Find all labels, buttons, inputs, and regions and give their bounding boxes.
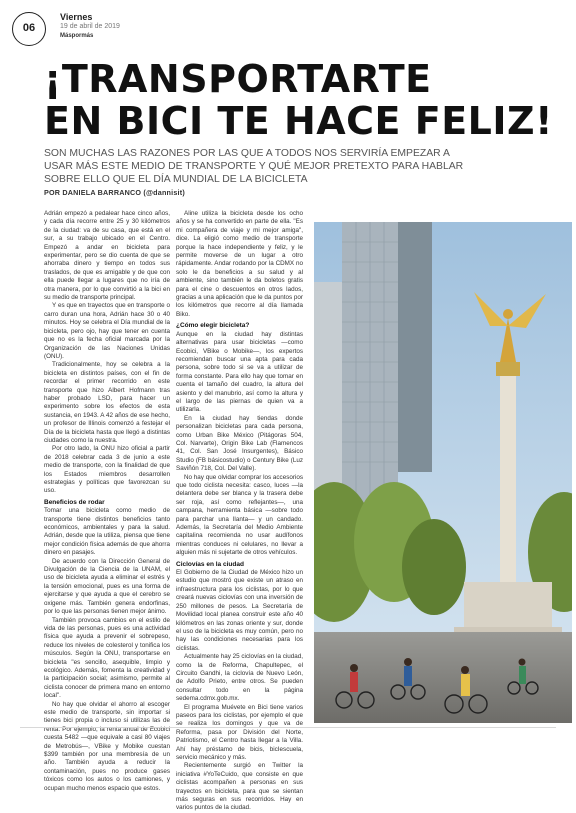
header-section: Máspormás (60, 33, 94, 39)
paragraph: Adrián empezó a pedalear hace cinco años, y cada día recorre entre 25 y 30 kilómetros de la ciudad: va de su casa, que está en el sur, a su trabajo ubicado en el Centro. Empezó a andar en bicicleta para experimentar, pero se dio cuenta de que se ahorraba dinero y tiempo en todos sus traslados, de que es amigable y de que con ella puede llegar a lugares que no iría de otra manera, por lo que convirtió a la bici en su medio de transporte principal. (44, 210, 170, 302)
header-date: 19 de abril de 2019 (60, 23, 120, 30)
monument-base (464, 582, 552, 632)
text-column-2 (176, 210, 303, 813)
subheading: Ciclovías en la ciudad (176, 560, 244, 568)
page-number-badge: 06 (12, 12, 46, 46)
paragraph: Aunque en la ciudad hay distintas alternativas para usar bicicletas —como Ecobici, VBike o Mobike—, los expertos recomiendan buscar una apta para cada persona, sobre todo si se va a utilizar de forma constante. Para ello hay que tomar en cuenta el tamaño del cuadro, la altura del asiento y del manubrio, así como la altura y el largo de las piernas de quien va a utilizarla. (176, 330, 303, 414)
building-dark (398, 222, 432, 472)
article-photo (314, 222, 572, 723)
paragraph: Actualmente hay 25 ciclovías en la ciudad, como la de Reforma, Chapultepec, el Circuito Gandhi, la ciclovía de Nuevo León, de Adolfo Prieto, entre otros. Se pueden consultar todo en la página sedema.cdmx.gob.mx. (176, 653, 304, 703)
paragraph: También provoca cambios en el estilo de vida de las personas, pues es una actividad física que ayuda a prevenir el sobrepeso, reduce los niveles de colesterol y tonifica los músculos. Según la ONU, transportarse en bicicleta "es sencillo, asequible, limpio y ecológico. Además, fomenta la creatividad y la participación social; asimismo, permite al ciclista conocer de primera mano en entorno local". (44, 616, 170, 700)
paragraph: El programa Muévete en Bici tiene varios paseos para los ciclistas, por ejemplo el que se realiza los domingos y que va de Reforma, pasa por División del Norte, Patriotismo, el Centro hasta llegar a la Villa. Ahí hay préstamo de bicis, bicIescuela, servicio mecánico y más. (176, 703, 303, 761)
paragraph: Y es que en trayectos que en transporte o carro duran una hora, Adrián hace 30 o 40 minutos. Hoy se celebra el Día mundial de la bicicleta, pero ojo, hay que tener en cuenta que no es la fecha oficial marcada por la Organización de las Naciones Unidas (ONU). (44, 302, 170, 360)
subheading: Beneficios de rodar (44, 498, 105, 506)
paragraph: Por otro lado, la ONU hizo oficial a partir de 2018 celebrar cada 3 de junio a este medio de transporte, con la finalidad de que los Estados miembros desarrollen estrategias y políticas que favorezcan su uso. (44, 445, 170, 495)
page-header (12, 8, 572, 44)
footer-divider (20, 727, 556, 728)
title-line-2: EN BICI TE HACE FELIZ! (44, 99, 553, 143)
title-line-1: ¡TRANSPORTARTE (44, 57, 432, 101)
subheading: ¿Cómo elegir bicicleta? (176, 322, 250, 330)
paragraph: Recientemente surgió en Twitter la iniciativa #YoTeCuido, que consiste en que ciclistas acompañen a personas en sus trayectos en bicicleta, para que se sientan más seguras en sus recorridos. Hay en varios puntos de la ciudad. (176, 762, 303, 812)
article-deck: SON MUCHAS LAS RAZONES POR LAS QUE A TODOS NOS SERVIRÍA EMPEZAR A USAR MÁS ESTE MEDIO DE TRANSPORTE Y QUÉ MEJOR PRETEXTO PARA HABLAR SOBRE ELLO QUE EL DÍA MUNDIAL DE LA BICICLETA (44, 148, 464, 185)
paragraph: El Gobierno de la Ciudad de México hizo un estudio que mostró que existe un atraso en infraestructura para los ciclistas, por lo que creará nuevas ciclovías con una inversión de 250 millones de pesos. La Secretaría de Movilidad local planea construir este año 40 kilómetros en las zonas oriente y sur, donde el uso de la bicicleta es muy común, pero no hay las condiciones necesarias para los ciclistas. (176, 569, 303, 652)
paragraph: De acuerdo con la Dirección General de Divulgación de la Ciencia de la UNAM, el uso de bicicleta ayuda a eliminar el estrés y la tensión emocional, pues es una forma de ejercitarse y que ayuda a que el cerebro se oxigene más. También genera endorfinas, por lo que las personas tienen mejor ánimo. (44, 557, 170, 616)
column-capital (496, 362, 520, 376)
paragraph: No hay que olvidar el ahorro al escoger este medio de transporte, sin importar si tienes bici propia o incluso si utilizas las de renta. Por ejemplo, la renta anual de Ecobici cuesta 5482 —que equivale a casi 80 viajes de Metrobús—, VBike y Mobike cuestan $399 también por una membresía de un año. También ayuda a reducir la contaminación, pues no produce gases tóxicos como los autos o los camiones, y ocupan mucho menos espacio que estos. (44, 700, 170, 792)
article-title (44, 58, 564, 142)
paragraph: Aline utiliza la bicicleta desde los ocho años y se ha convertido en parte de ella. "Es mi compañera de viaje y mi mejor amiga", dice. La eligió como medio de transporte porque la hace independiente y feliz, y le permite moverse de un lugar a otro rápidamente. Andar rodando por la CDMX no solo le da beneficios a su salud y al ambiente, sino también le da boletos gratis para el cine o descuentos en otros lados, gracias a una aplicación que le da puntos por los kilómetros que recorre al día llamada Biko. (176, 210, 303, 318)
paragraph: Tradicionalmente, hoy se celebra a la bicicleta en distintos países, con el fin de recordar el primer recorrido en este transporte que hizo Albert Hofmann tras haber probado LSD, para hacer un experimento sobre los efectos de esta sustancia, en 1943. A 42 años de ese hecho, un profesor de Illinois comenzó a festejar el Día de la bicicleta hasta que llegó a distintas ciudades como la nuestra. (44, 361, 170, 444)
article-byline: POR DANIELA BARRANCO (@dannisit) (44, 188, 185, 197)
header-day: Viernes (60, 12, 93, 22)
paragraph: En la ciudad hay tiendas donde personalizan bicicletas para cada persona, como Urban Bike México (Pitágoras 504, Col. Narvarte), Origin Bike Lab (Flamencos 41, Col. San José Insurgentes), Básico Studio (FB básicostudio) o Century Bike (Luz Saviñón 718, Col. Del Valle). (176, 414, 303, 473)
text-column-1 (44, 210, 170, 793)
photo-illustration (314, 222, 572, 723)
paragraph: No hay que olvidar comprar los accesorios que todo ciclista necesita: casco, luces —la delantera debe ser blanca y la trasera debe ser roja, así como reflejantes—, una campana, herramienta básica —sobre todo para parchar una llanta— y un candado. Además, la Secretaría del Medio Ambiente capitalina recomienda no usar audífonos mientras conduces ni celulares, no llevar a alguien más ni sujetarte de otros vehículos. (176, 473, 303, 557)
paragraph: Tomar una bicicleta como medio de transporte tiene distintos beneficios tanto económicos, ambientales y para la salud. Adrián, desde que la utiliza, piensa que tiene mejor condición física además de que ahorra dinero en pasajes. (44, 507, 170, 557)
